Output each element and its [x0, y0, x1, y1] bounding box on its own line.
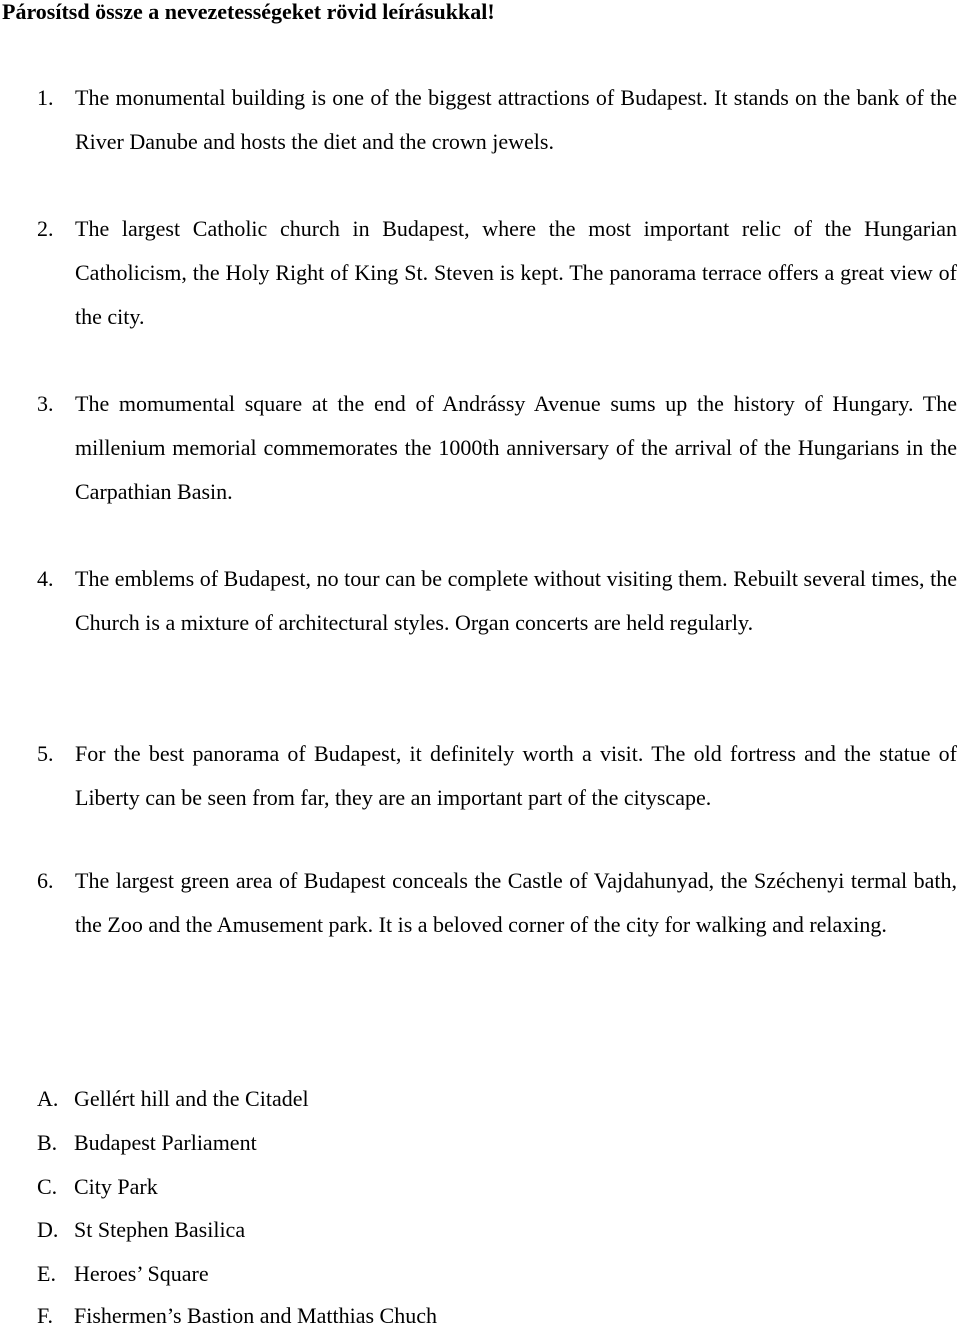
- description-text: The emblems of Budapest, no tour can be complete without visiting them. Rebuilt several times, the Church is a mixture of architectural styles. Organ concerts are held regularly.: [75, 566, 957, 635]
- answer-letter: D.: [37, 1217, 59, 1242]
- description-text: For the best panorama of Budapest, it definitely worth a visit. The old fortress and the statue of Liberty can be seen from far, they are an important part of the cityscape.: [75, 741, 957, 810]
- answer-letter: F.: [37, 1303, 53, 1328]
- description-text: The largest Catholic church in Budapest, where the most important relic of the Hungarian Catholicism, the Holy Right of King St. Steven is kept. The panorama terrace offers a great view of the city.: [75, 216, 957, 329]
- answer-label: Gellért hill and the Citadel: [74, 1086, 309, 1111]
- description-number: 6.: [37, 868, 54, 893]
- answer-option: [0, 1208, 960, 1252]
- answer-letter: E.: [37, 1261, 56, 1286]
- answer-label: Fishermen’s Bastion and Matthias Chuch: [74, 1303, 437, 1328]
- description-number: 5.: [37, 741, 54, 766]
- answer-label: Budapest Parliament: [74, 1130, 257, 1155]
- answer-label: City Park: [74, 1174, 158, 1199]
- description-number: 1.: [37, 85, 54, 110]
- answer-option: [0, 1121, 960, 1165]
- description-text: The momumental square at the end of Andrássy Avenue sums up the history of Hungary. The millenium memorial commemorates the 1000th anniversary of the arrival of the Hungarians in the Carpathian Basin.: [75, 391, 957, 504]
- description-number: 2.: [37, 216, 54, 241]
- answer-label: Heroes’ Square: [74, 1261, 209, 1286]
- answer-option: [0, 1252, 960, 1296]
- answer-letter: A.: [37, 1086, 59, 1111]
- answer-label: St Stephen Basilica: [74, 1217, 246, 1242]
- page-title: Párosítsd össze a nevezetességeket rövid leírásukkal!: [2, 0, 495, 24]
- answer-option: [0, 1077, 960, 1121]
- answer-letter: B.: [37, 1130, 58, 1155]
- answer-letter: C.: [37, 1174, 58, 1199]
- description-number: 4.: [37, 566, 54, 591]
- description-text: The largest green area of Budapest conceals the Castle of Vajdahunyad, the Széchenyi termal bath, the Zoo and the Amusement park. It is a beloved corner of the city for walking and relaxing.: [75, 868, 957, 937]
- answer-option: [0, 1165, 960, 1209]
- description-text: The monumental building is one of the biggest attractions of Budapest. It stands on the bank of the River Danube and hosts the diet and the crown jewels.: [75, 85, 957, 154]
- description-number: 3.: [37, 391, 54, 416]
- answer-option: [0, 1294, 960, 1338]
